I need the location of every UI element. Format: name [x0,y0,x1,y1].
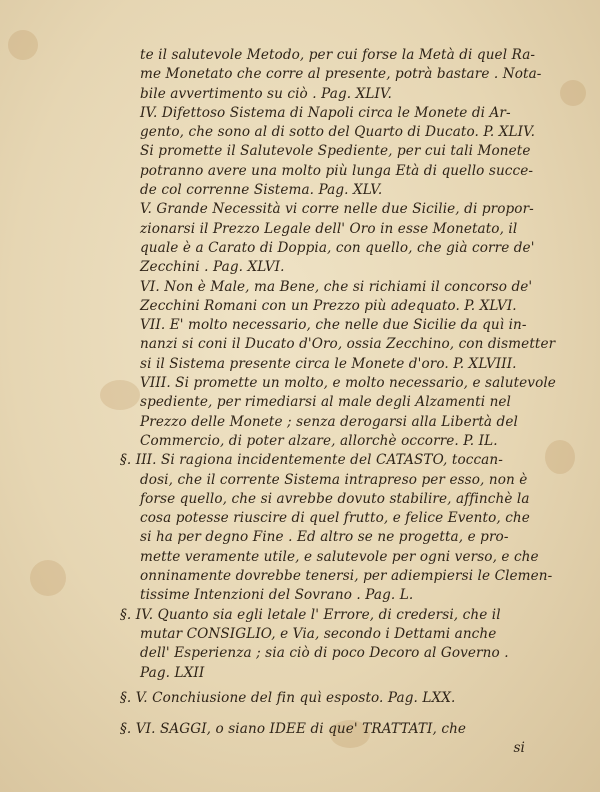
toc-line: dosi, che il corrente Sistema intrapreso per esso, non è [140,471,528,488]
toc-line: nanzi si coni il Ducato d'Oro, ossia Zecchino, con dismetter [140,336,556,353]
toc-line: me Monetato che corre al presente, potrà bastare . Nota- [140,66,542,83]
toc-line: dell' Esperienza ; sia ciò di poco Decoro al Governo . [140,645,509,662]
catchword: si [513,740,525,757]
table-of-contents [120,46,556,759]
toc-line: quale è a Carato di Doppia, con quello, che già corre de' [140,239,535,256]
toc-line: §. III. Si ragiona incidentemente del CATASTO, toccan- [120,452,503,469]
toc-line: VI. Non è Male, ma Bene, che si richiami il concorso de' [140,278,533,295]
toc-line: V. Grande Necessità vi corre nelle due Sicilie, di propor- [140,201,534,218]
toc-line: Pag. LXII [140,664,205,681]
toc-line: tissime Intenzioni del Sovrano . Pag. L. [140,587,414,604]
toc-line: de col correnne Sistema. Pag. XLV. [140,182,383,199]
toc-line: potranno avere una molto più lunga Età di quello succe- [140,162,534,179]
toc-line: §. VI. SAGGI, o siano IDEE di que' TRATTATI, che [120,721,467,738]
toc-line: bile avvertimento su ciò . Pag. XLIV. [140,85,392,102]
stain [8,30,38,60]
toc-line: zionarsi il Prezzo Legale dell' Oro in esse Monetato, il [140,220,518,237]
toc-line: gento, che sono al di sotto del Quarto di Ducato. P. XLIV. [140,124,536,141]
toc-line: mette veramente utile, e salutevole per ogni verso, e che [140,548,539,565]
toc-line: onninamente dovrebbe tenersi, per adiempiersi le Clemen- [140,568,553,585]
toc-line: Si promette il Salutevole Spediente, per cui tali Monete [140,143,531,160]
stain [560,80,586,106]
toc-line: VIII. Si promette un molto, e molto necessario, e salutevole [140,375,556,392]
stain [30,560,66,596]
toc-line: si ha per degno Fine . Ed altro se ne progetta, e pro- [140,529,509,546]
toc-line: IV. Difettoso Sistema di Napoli circa le Monete di Ar- [140,104,511,121]
toc-line: Prezzo delle Monete ; senza derogarsi alla Libertà del [140,413,518,430]
toc-line: spediente, per rimediarsi al male degli Alzamenti nel [140,394,512,411]
toc-line: forse quello, che si avrebbe dovuto stabilire, affinchè la [140,490,530,507]
toc-line: cosa potesse riuscire di quel frutto, e felice Evento, che [140,510,530,527]
toc-line: §. IV. Quanto sia egli letale l' Errore, di credersi, che il [120,606,501,623]
toc-line: mutar CONSIGLIO, e Via, secondo i Dettami anche [140,625,497,642]
toc-line: Zecchini Romani con un Prezzo più adequato. P. XLVI. [140,297,517,314]
toc-line: te il salutevole Metodo, per cui forse la Metà di quel Ra- [140,47,536,63]
stain [100,380,140,410]
toc-line: Commercio, di poter alzare, allorchè occorre. P. IL. [140,432,498,449]
toc-line: §. V. Conchiusione del fin quì esposto. Pag. LXX. [120,689,456,706]
toc-line: VII. E' molto necessario, che nelle due Sicilie da quì in- [140,317,527,334]
stain [545,440,575,474]
toc-line: si il Sistema presente circa le Monete d'oro. P. XLVIII. [140,355,517,372]
toc-line: Zecchini . Pag. XLVI. [140,259,285,276]
